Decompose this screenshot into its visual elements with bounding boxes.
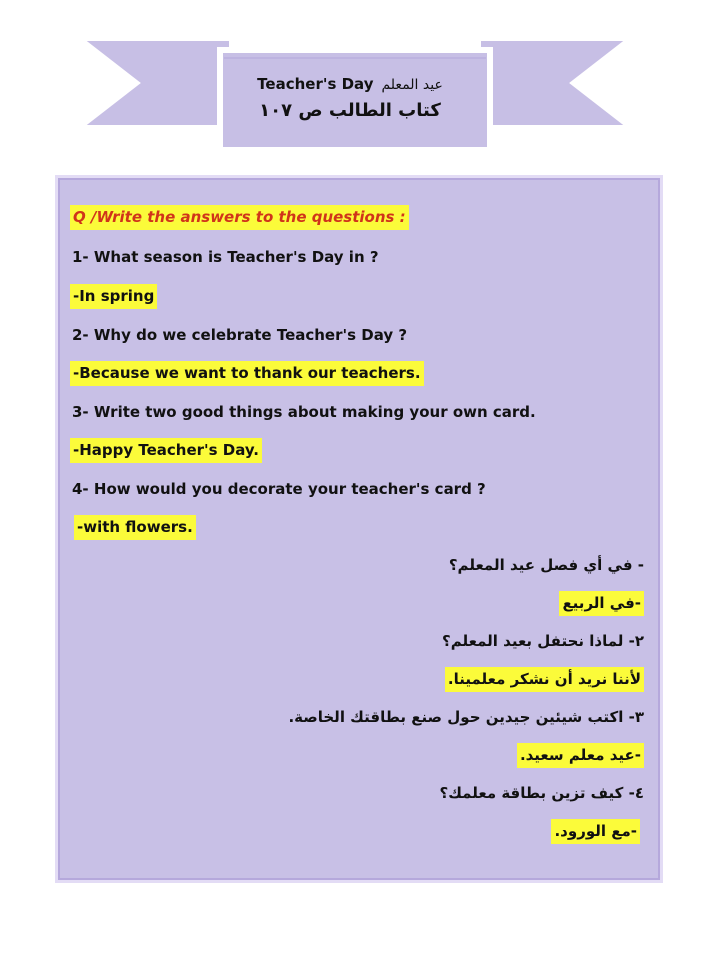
worksheet-card [58, 178, 660, 880]
arabic-answer-1: -في الربيع [559, 591, 644, 616]
english-answer-1: -In spring [70, 284, 157, 309]
arabic-answer-2: لأننا نريد أن نشكر معلمينا. [445, 667, 644, 692]
worksheet-heading: Q /Write the answers to the questions : [70, 205, 409, 230]
english-question-2: 2- Why do we celebrate Teacher's Day ? [72, 326, 408, 344]
arabic-answer-3: -عيد معلم سعيد. [517, 743, 644, 768]
arabic-question-3: ٣- اكتب شيئين جيدين حول صنع بطاقتك الخاصة. [288, 708, 644, 726]
banner-title-ar: عيد المعلم [381, 77, 443, 93]
english-answer-3: -Happy Teacher's Day. [70, 438, 262, 463]
banner-subtitle: كتاب الطالب ص ١٠٧ [259, 100, 441, 121]
arabic-question-2: ٢- لماذا نحتفل بعيد المعلم؟ [442, 632, 644, 650]
arabic-question-1: - في أي فصل عيد المعلم؟ [448, 556, 644, 574]
ribbon-left-tail [78, 38, 232, 128]
arabic-question-4: ٤- كيف تزين بطاقة معلمك؟ [439, 784, 644, 802]
arabic-answer-4: -مع الورود. [551, 819, 640, 844]
english-question-4: 4- How would you decorate your teacher's card ? [72, 480, 486, 498]
english-question-1: 1- What season is Teacher's Day in ? [72, 248, 379, 266]
ribbon-right-tail [478, 38, 632, 128]
english-answer-4: -with flowers. [74, 515, 196, 540]
english-answer-2: -Because we want to thank our teachers. [70, 361, 424, 386]
english-question-3: 3- Write two good things about making your own card. [72, 403, 536, 421]
banner-title [228, 74, 472, 125]
banner-title-en: Teacher's Day [257, 75, 374, 93]
